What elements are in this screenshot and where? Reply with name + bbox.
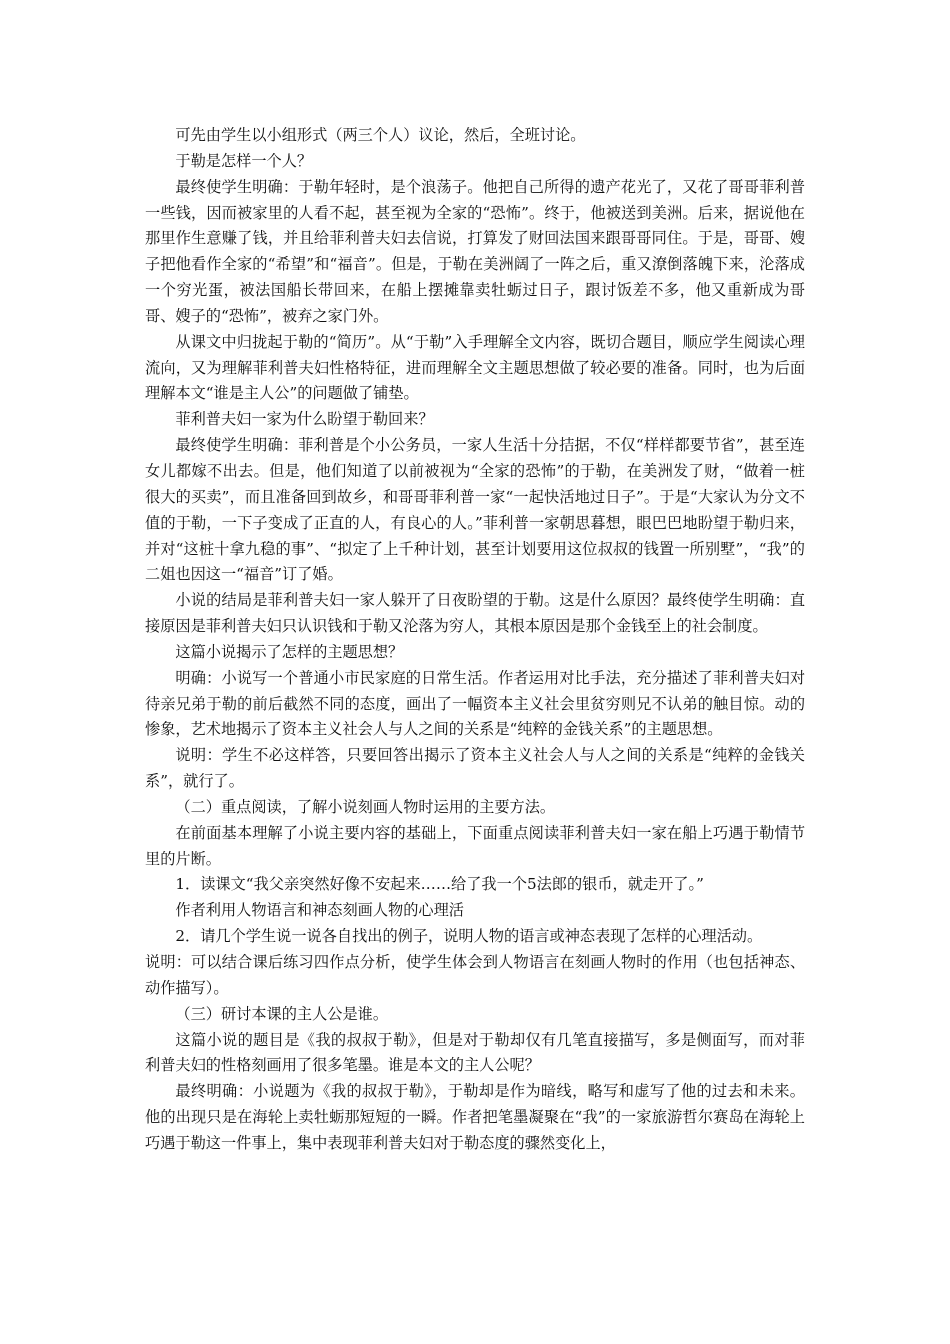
paragraph-protagonist-answer: 最终明确：小说题为《我的叔叔于勒》，于勒却是作为暗线，略写和虚写了他的过去和未来。他的出现只是在海轮上卖牡蛎那短短的一瞬。作者把笔墨凝聚在“我”的一家旅游哲尔赛岛在海轮上巧遇于勒这一件事上，集中表现菲利普夫妇对于勒态度的骤然变化上， xyxy=(145,1082,805,1152)
document-body xyxy=(145,123,805,1157)
paragraph-philippe-family: 最终使学生明确：菲利普是个小公务员，一家人生活十分拮据，不仅“样样都要节省”，甚至连女儿都嫁不出去。但是，他们知道了以前被视为“全家的恐怖”的于勒，在美洲发了财，“做着一桩很大的买卖”，而且准备回到故乡，和哥哥菲利普一家“一起快活地过日子”。于是“大家认为分文不值的于勒，一下子变成了正直的人，有良心的人。”菲利普一家朝思暮想，眼巴巴地盼望于勒归来，并对“这桩十拿九稳的事”、“拟定了上千种计划，甚至计划要用这位叔叔的钱置一所别墅”，“我”的二姐也因这一“福音”订了婚。 xyxy=(145,436,805,584)
section-heading-protagonist: （三）研讨本课的主人公是谁。 xyxy=(175,1004,389,1023)
paragraph-theme-note: 说明：学生不必这样答，只要回答出揭示了资本主义社会人与人之间的关系是“纯粹的金钱关系”，就行了。 xyxy=(145,746,805,791)
paragraph-protagonist-question: 这篇小说的题目是《我的叔叔于勒》，但是对于勒却仅有几笔直接描写，多是侧面写，而对菲利普夫妇的性格刻画用了很多笔墨。谁是本文的主人公呢？ xyxy=(145,1030,805,1075)
section-heading-key-reading: （二）重点阅读，了解小说刻画人物时运用的主要方法。 xyxy=(175,797,556,816)
paragraph-jules-resume: 从课文中归拢起于勒的“简历”。从“于勒”入手理解全文内容，既切合题目，顺应学生阅读心理流向，又为理解菲利普夫妇性格特征，进而理解全文主题思想做了较必要的准备。同时，也为后面理解本文“谁是主人公”的问题做了铺垫。 xyxy=(145,332,805,403)
paragraph-method-note: 作者利用人物语言和神态刻画人物的心理活 xyxy=(175,901,464,920)
question-why-wait-jules: 菲利普夫妇一家为什么盼望于勒回来？ xyxy=(175,410,434,429)
paragraph-step-1: 1．读课文“我父亲突然好像不安起来……给了我一个5法郎的银币，就走开了。” xyxy=(175,875,704,894)
paragraph-ending-reason: 小说的结局是菲利普夫妇一家人躲开了日夜盼望的于勒。这是什么原因？最终使学生明确：直接原因是菲利普夫妇只认识钱和于勒又沦落为穷人，其根本原因是那个金钱至上的社会制度。 xyxy=(145,591,805,636)
paragraph-step-2-note: 说明：可以结合课后练习四作点分析，使学生体会到人物语言在刻画人物时的作用（也包括神态、动作描写）。 xyxy=(145,953,805,997)
paragraph-intro-discussion: 可先由学生以小组形式（两三个人）议论，然后，全班讨论。 xyxy=(175,126,586,144)
paragraph-theme-answer: 明确：小说写一个普通小市民家庭的日常生活。作者运用对比手法，充分描述了菲利普夫妇对待亲兄弟于勒的前后截然不同的态度，画出了一幅资本主义社会里贫穷则兄不认弟的触目惊。动的惨象，艺术地揭示了资本主义社会人与人之间的关系是“纯粹的金钱关系”的主题思想。 xyxy=(145,668,805,739)
paragraph-jules-description: 最终使学生明确：于勒年轻时，是个浪荡子。他把自己所得的遗产花光了，又花了哥哥菲利普一些钱，因而被家里的人看不起，甚至视为全家的“恐怖”。终于，他被送到美洲。后来，据说他在那里作生意赚了钱，并且给菲利普夫妇去信说，打算发了财回法国来跟哥哥同住。于是，哥哥、嫂子把他看作全家的“希望”和“福音”。但是，于勒在美洲阔了一阵之后，重又潦倒落魄下来，沦落成一个穷光蛋，被法国船长带回来，在船上摆摊靠卖牡蛎过日子，跟讨饭差不多，他又重新成为哥哥、嫂子的“恐怖”，被弃之家门外。 xyxy=(145,177,805,325)
question-theme: 这篇小说揭示了怎样的主题思想？ xyxy=(175,642,404,661)
paragraph-key-reading-intro: 在前面基本理解了小说主要内容的基础上，下面重点阅读菲利普夫妇一家在船上巧遇于勒情节里的片断。 xyxy=(145,823,805,868)
question-who-is-jules: 于勒是怎样一个人？ xyxy=(175,151,313,170)
paragraph-step-2: 2．请几个学生说一说各自找出的例子，说明人物的语言或神态表现了怎样的心理活动。 xyxy=(175,927,763,946)
